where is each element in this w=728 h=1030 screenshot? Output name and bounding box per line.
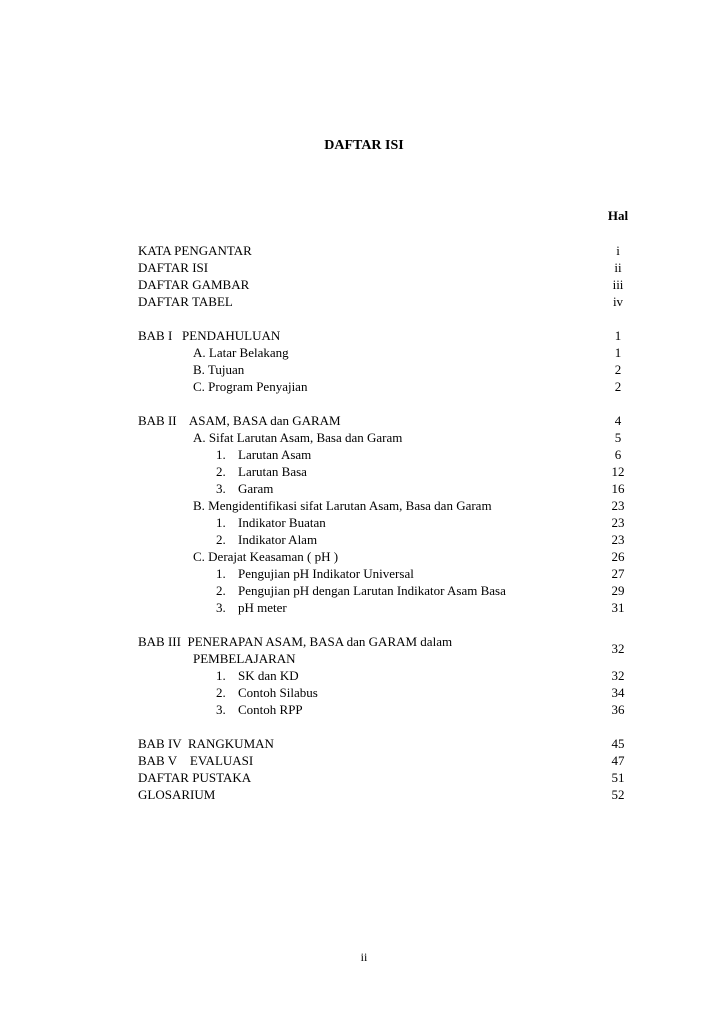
toc-page: 32 bbox=[611, 668, 625, 683]
toc-entry: DAFTAR ISI ii bbox=[138, 259, 638, 276]
toc-section: C. Program Penyajian 2 bbox=[138, 378, 638, 395]
toc-chapter: BAB II ASAM, BASA dan GARAM 4 bbox=[138, 412, 638, 429]
toc-page: 23 bbox=[611, 498, 625, 513]
toc-page: 4 bbox=[614, 413, 622, 428]
toc-entry: DAFTAR GAMBAR iii bbox=[138, 276, 638, 293]
page-title: DAFTAR ISI bbox=[324, 138, 404, 153]
toc-page: 12 bbox=[611, 464, 625, 479]
toc-subsection: 3. Contoh RPP 36 bbox=[138, 701, 638, 718]
toc-subsection: 2. Contoh Silabus 34 bbox=[138, 684, 638, 701]
toc-page: ii bbox=[614, 260, 622, 275]
toc-page: 6 bbox=[614, 447, 622, 462]
toc-subsection: 1. Larutan Asam 6 bbox=[138, 446, 638, 463]
toc-page: 23 bbox=[611, 515, 625, 530]
toc-subsection: 3. Garam 16 bbox=[138, 480, 638, 497]
toc-chapter: BAB III PENERAPAN ASAM, BASA dan GARAM dalam PEMBELAJARAN 32 bbox=[138, 633, 638, 667]
toc-entry: DAFTAR PUSTAKA 51 bbox=[138, 769, 638, 786]
toc-page: iv bbox=[612, 294, 624, 309]
toc-page: 5 bbox=[614, 430, 622, 445]
page-column-header: Hal bbox=[607, 208, 629, 223]
toc-page: 23 bbox=[611, 532, 625, 547]
toc-subsection: 1. SK dan KD 32 bbox=[138, 667, 638, 684]
toc-entry: DAFTAR TABEL iv bbox=[138, 293, 638, 310]
toc-page: 2 bbox=[614, 362, 622, 377]
toc-section: A. Sifat Larutan Asam, Basa dan Garam 5 bbox=[138, 429, 638, 446]
toc-page: iii bbox=[612, 277, 624, 292]
toc-page: 36 bbox=[611, 702, 625, 717]
toc-subsection: 1. Indikator Buatan 23 bbox=[138, 514, 638, 531]
toc-page: 47 bbox=[611, 753, 625, 768]
toc-page: 34 bbox=[611, 685, 625, 700]
toc-page: 1 bbox=[614, 345, 622, 360]
toc-chapter: BAB I PENDAHULUAN 1 bbox=[138, 327, 638, 344]
toc-section: A. Latar Belakang 1 bbox=[138, 344, 638, 361]
page-number: ii bbox=[360, 950, 368, 964]
toc-subsection: 2. Indikator Alam 23 bbox=[138, 531, 638, 548]
toc-section: B. Tujuan 2 bbox=[138, 361, 638, 378]
toc-section: C. Derajat Keasaman ( pH ) 26 bbox=[138, 548, 638, 565]
toc-page: 27 bbox=[611, 566, 625, 581]
toc-page: 2 bbox=[614, 379, 622, 394]
toc-chapter: BAB V EVALUASI 47 bbox=[138, 752, 638, 769]
toc-subsection: 2. Larutan Basa 12 bbox=[138, 463, 638, 480]
toc-entry: GLOSARIUM 52 bbox=[138, 786, 638, 803]
toc-page: 31 bbox=[611, 600, 625, 615]
toc-page: 51 bbox=[611, 770, 625, 785]
toc-page: 45 bbox=[611, 736, 625, 751]
toc-page: 26 bbox=[611, 549, 625, 564]
toc-subsection: 2. Pengujian pH dengan Larutan Indikator Asam Basa 29 bbox=[138, 582, 638, 599]
toc-page: i bbox=[616, 243, 620, 258]
toc-subsection: 3. pH meter 31 bbox=[138, 599, 638, 616]
toc-entry: KATA PENGANTAR i bbox=[138, 242, 638, 259]
toc-page: 16 bbox=[611, 481, 625, 496]
toc-section: B. Mengidentifikasi sifat Larutan Asam, Basa dan Garam 23 bbox=[138, 497, 638, 514]
toc-subsection: 1. Pengujian pH Indikator Universal 27 bbox=[138, 565, 638, 582]
toc-page: 29 bbox=[611, 583, 625, 598]
toc-page: 1 bbox=[614, 328, 622, 343]
toc-page: 52 bbox=[611, 787, 625, 802]
toc-chapter: BAB IV RANGKUMAN 45 bbox=[138, 735, 638, 752]
toc-page: 32 bbox=[611, 641, 625, 656]
